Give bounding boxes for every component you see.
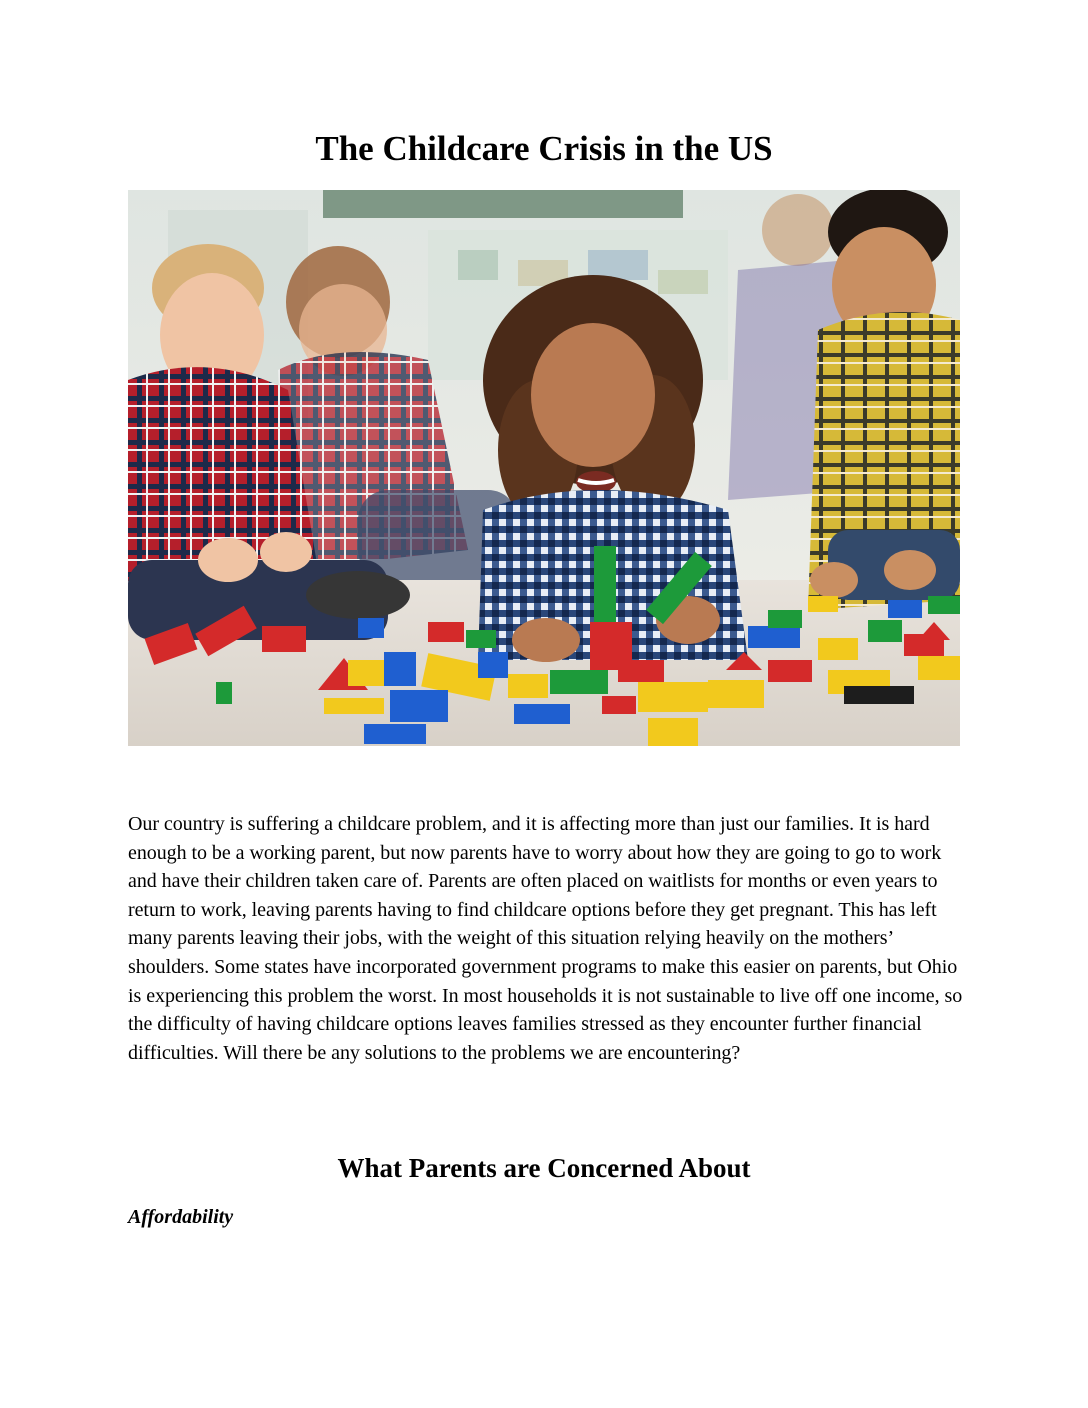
children-playing-blocks-photo — [128, 190, 960, 746]
page-title: The Childcare Crisis in the US — [315, 129, 773, 168]
section-heading: What Parents are Concerned About — [337, 1153, 751, 1183]
intro-paragraph: Our country is suffering a childcare problem, and it is affecting more than just our families. It is hard enough to be a working parent, but now parents have to worry about how they are going to go to work and have their children taken care of. Parents are often placed on waitlists for months or even years to return to work, leaving parents having to find childcare options before they get pregnant. This has left many parents leaving their jobs, with the weight of this situation relying heavily on the mothers’ shoulders. Some states have incorporated government programs to make this easier on parents, but Ohio is experiencing this problem the worst. In most households it is not sustainable to live off one income, so the difficulty of having childcare options leaves families stressed as they encounter further financial difficulties. Will there be any solutions to the problems we are encountering? — [128, 813, 963, 1064]
affordability-subheading: Affordability — [128, 1206, 234, 1228]
